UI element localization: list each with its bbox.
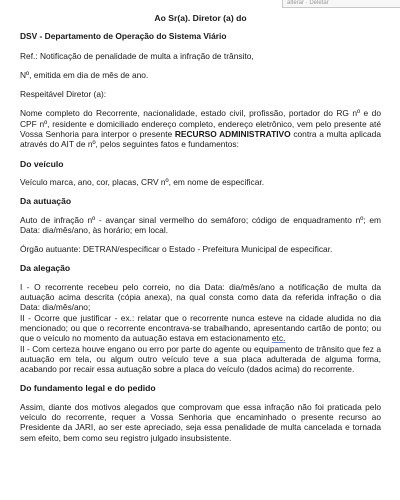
orgao-autuante-paragraph: Órgão autuante: DETRAN/especificar o Estado - Prefeitura Municipal de especificar. xyxy=(20,244,333,255)
intro-paragraph xyxy=(20,108,381,149)
vehicle-paragraph: Veículo marca, ano, cor, placas, CRV nº, em nome de especificar. xyxy=(20,176,265,187)
alegacao-item-2-text: II - Ocorre que justificar - ex.: relatar que o recorrente nunca esteve na cidade aludida no dia mencionado; ou que o recorrente encontrava-se trabalhando, apresentando cartão de ponto; ou que o veículo no momento da autuação estava em estacionamento xyxy=(20,312,381,344)
alegacao-item-2 xyxy=(20,313,381,344)
fundamento-paragraph: Assim, diante dos motivos alegados que comprovam que essa infração não foi praticada pelo veículo do recorrente, requer a Vossa Senhoria que encaminhado o presente recurso ao Presidente da JARI, ao ser este apreciado, seja essa penalidade de multa cancelada e tornada sem efeito, bem como seu registro julgado insubsistente. xyxy=(20,401,381,443)
section-heading-vehicle: Do veículo xyxy=(20,158,64,169)
greeting: Respeitável Diretor (a): xyxy=(20,89,107,100)
addressee-title: Ao Sr(a). Diretor (a) do xyxy=(154,13,247,23)
intro-text-end: contra a multa aplicada através do AIT de nº, pelos seguintes fatos e fundamentos: xyxy=(20,129,381,150)
alegacao-item-3: II - Com certeza houve engano ou erro por parte do agente ou equipamento de trânsito que fez a autuação em tela, ou algum outro veículo teve a sua placa adulterada de alguma forma, acabando por recair essa autuação sobre a placa do veículo (dados acima) do recorrente. xyxy=(20,343,381,375)
corner-edit-tab[interactable]: alterar · Deletar xyxy=(282,0,400,8)
intro-text: Nome completo do Recorrente, nacionalidade, estado civil, profissão, portador do RG nº e do CPF nº, residente e domiciliado endereço completo, endereço eletrônico, vem pelo presente até Vossa Senhoria para interpor o presente xyxy=(20,108,381,140)
reference-number-line: Nº, emitida em dia de mês de ano. xyxy=(20,69,149,80)
reference-line: Ref.: Notificação de penalidade de multa a infração de trânsito, xyxy=(20,50,254,61)
section-heading-alegacao: Da alegação xyxy=(20,263,71,274)
document-body xyxy=(20,13,381,452)
department-name: DSV - Departamento de Operação do Sistema Viário xyxy=(20,31,227,42)
section-heading-fundamento: Do fundamento legal e do pedido xyxy=(20,383,156,394)
section-heading-autuacao: Da autuação xyxy=(20,196,72,207)
etc-highlight: etc. xyxy=(271,333,286,344)
recurso-administrativo-text: RECURSO ADMINISTRATIVO xyxy=(174,129,291,140)
autuacao-paragraph: Auto de infração nº - avançar sinal vermelho do semáforo; código de enquadramento nº; em Data: dia/mês/ano, às horário; em local. xyxy=(20,214,381,235)
alegacao-item-1: I - O recorrente recebeu pelo correio, no dia Data: dia/mês/ano a notificação de multa da autuação acima descrita (cópia anexa), na qual consta como data da referida infração o dia Data: dia/mês/ano; xyxy=(20,281,381,313)
